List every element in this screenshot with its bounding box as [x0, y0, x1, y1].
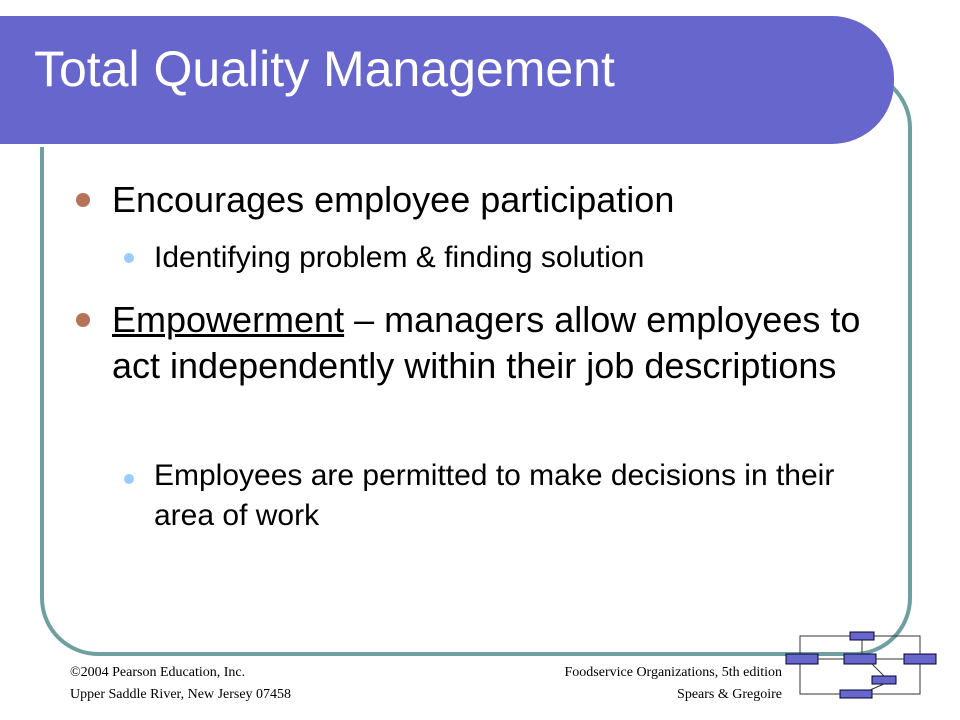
diagram-connector	[872, 664, 884, 676]
sub-bullet-dot	[124, 253, 134, 263]
diagram-connector	[874, 636, 920, 654]
bullet-text: Encourages employee participation	[112, 179, 675, 220]
footer-copyright: ©2004 Pearson Education, Inc.	[70, 665, 246, 680]
diagram-connector	[870, 684, 884, 690]
bullet-definition: – managers allow employees to act independently within their job descriptions	[112, 299, 861, 386]
slide-title: Total Quality Management	[34, 41, 615, 97]
diagram-box	[904, 654, 936, 664]
diagram-box	[844, 654, 876, 664]
footer-left	[70, 662, 291, 706]
diagram-box	[850, 632, 874, 640]
process-diagram-icon	[780, 626, 940, 702]
sub-bullet-text: Employees are permitted to make decisions in their area of work	[154, 459, 835, 532]
sub-bullet-dot	[124, 474, 134, 484]
diagram-connector	[800, 664, 840, 694]
diagram-box	[840, 690, 872, 698]
diagram-connector	[800, 636, 850, 654]
footer-book-title: Foodservice Organizations, 5th edition	[564, 665, 782, 680]
footer-right	[500, 662, 782, 706]
sub-bullet-text: Identifying problem & finding solution	[154, 241, 645, 274]
term-empowerment: Empowerment	[112, 299, 345, 340]
bullet-dot	[76, 313, 90, 327]
bullet-dot	[76, 193, 90, 207]
bullet-text	[112, 297, 872, 389]
diagram-box	[872, 676, 896, 684]
diagram-box	[786, 654, 818, 664]
footer-address: Upper Saddle River, New Jersey 07458	[70, 687, 292, 702]
title-underline	[0, 144, 848, 147]
footer-authors: Spears & Gregoire	[677, 687, 782, 702]
